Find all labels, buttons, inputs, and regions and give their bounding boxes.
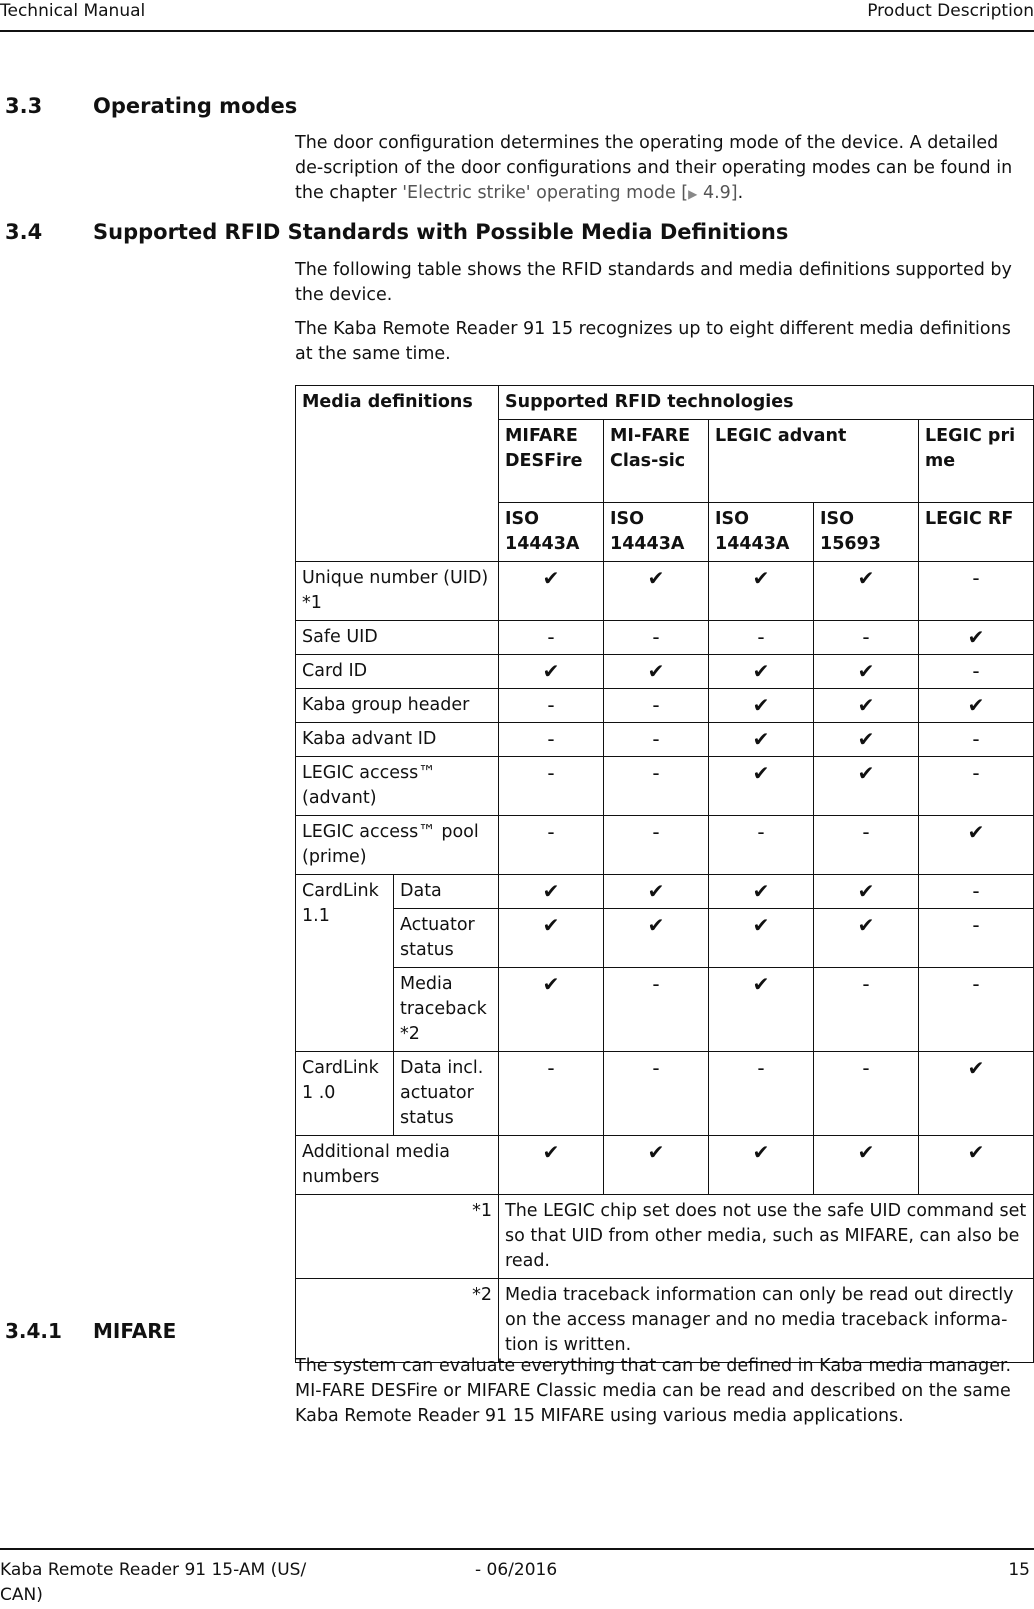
support-cell: - xyxy=(499,757,604,816)
row-label: Safe UID xyxy=(296,621,499,655)
support-cell: - xyxy=(919,757,1034,816)
cross-reference-link[interactable]: 'Electric strike' operating mode [▶ 4.9] xyxy=(402,183,738,203)
section-title: Supported RFID Standards with Possible Media Definitions xyxy=(93,220,789,244)
row-label: LEGIC access™ (advant) xyxy=(296,757,499,816)
support-cell: - xyxy=(499,816,604,875)
table-row xyxy=(296,621,1034,655)
table-row xyxy=(296,655,1034,689)
cardlink-11-label: CardLink 1.1 xyxy=(296,875,394,1052)
support-cell: ✔ xyxy=(499,909,604,968)
table-row xyxy=(296,562,1034,621)
support-cell: ✔ xyxy=(814,1136,919,1195)
support-cell: - xyxy=(919,723,1034,757)
support-cell: - xyxy=(814,968,919,1052)
support-cell: ✔ xyxy=(919,621,1034,655)
tech-mifare-desfire: MIFARE DESFire xyxy=(499,420,604,503)
row-label: Media traceback *2 xyxy=(394,968,499,1052)
support-cell: ✔ xyxy=(499,655,604,689)
support-cell: - xyxy=(814,621,919,655)
support-cell: ✔ xyxy=(499,968,604,1052)
section-3-4-paragraph-2: The Kaba Remote Reader 91 15 recognizes up to eight different media definitions at the same time. xyxy=(295,319,1011,364)
support-cell: - xyxy=(919,655,1034,689)
support-cell: ✔ xyxy=(499,1136,604,1195)
table-row xyxy=(296,816,1034,875)
support-cell: - xyxy=(499,621,604,655)
header-rule xyxy=(0,30,1034,32)
support-cell: - xyxy=(814,816,919,875)
table-row xyxy=(296,723,1034,757)
support-cell: ✔ xyxy=(814,757,919,816)
support-cell: ✔ xyxy=(814,689,919,723)
support-cell: ✔ xyxy=(604,562,709,621)
section-heading-3-4 xyxy=(5,219,1005,245)
row-label: Kaba advant ID xyxy=(296,723,499,757)
support-cell: ✔ xyxy=(604,1136,709,1195)
support-cell: ✔ xyxy=(709,1136,814,1195)
section-3-4-paragraph-1: The following table shows the RFID standards and media definitions supported by the device. xyxy=(295,260,1012,305)
table-row xyxy=(296,757,1034,816)
support-cell: - xyxy=(604,1052,709,1136)
support-cell: - xyxy=(709,816,814,875)
row-label: LEGIC access™ pool (prime) xyxy=(296,816,499,875)
row-label: Unique number (UID) *1 xyxy=(296,562,499,621)
section-title: Operating modes xyxy=(93,94,298,118)
table-row xyxy=(296,909,1034,968)
support-cell: - xyxy=(604,757,709,816)
header-supported-technologies: Supported RFID technologies xyxy=(499,386,1034,420)
support-cell: - xyxy=(604,723,709,757)
iso-standard: ISO 14443A xyxy=(499,503,604,562)
support-cell: - xyxy=(604,689,709,723)
header-manual-title: Technical Manual xyxy=(0,1,146,21)
support-cell: ✔ xyxy=(604,909,709,968)
support-cell: - xyxy=(499,723,604,757)
support-cell: ✔ xyxy=(814,655,919,689)
support-cell: ✔ xyxy=(919,1136,1034,1195)
support-cell: - xyxy=(814,1052,919,1136)
iso-standard: ISO 14443A xyxy=(709,503,814,562)
support-cell: ✔ xyxy=(709,909,814,968)
row-label: Data incl. actuator status xyxy=(394,1052,499,1136)
note-marker: *2 xyxy=(296,1279,499,1363)
support-cell: - xyxy=(499,689,604,723)
support-cell: ✔ xyxy=(814,562,919,621)
header-media-definitions: Media definitions xyxy=(296,386,499,562)
support-cell: ✔ xyxy=(919,689,1034,723)
footer-page-number: 15 xyxy=(1008,1560,1030,1580)
section-number: 3.4 xyxy=(5,220,43,244)
support-cell: ✔ xyxy=(709,689,814,723)
support-cell: - xyxy=(709,1052,814,1136)
support-cell: ✔ xyxy=(814,875,919,909)
support-cell: ✔ xyxy=(709,562,814,621)
header-section-title: Product Description xyxy=(867,1,1034,21)
row-label: Data xyxy=(394,875,499,909)
iso-standard: ISO 15693 xyxy=(814,503,919,562)
support-cell: - xyxy=(604,968,709,1052)
row-label: Additional media numbers xyxy=(296,1136,499,1195)
table-row xyxy=(296,689,1034,723)
section-number: 3.3 xyxy=(5,94,43,118)
section-heading-3-3 xyxy=(5,93,1005,119)
iso-standard: ISO 14443A xyxy=(604,503,709,562)
footer-product: Kaba Remote Reader 91 15-AM (US/ CAN) xyxy=(0,1560,307,1605)
cardlink-10-label: CardLink 1 .0 xyxy=(296,1052,394,1136)
support-cell: ✔ xyxy=(709,875,814,909)
footer-date: - 06/2016 xyxy=(475,1560,558,1580)
row-label: Actuator status xyxy=(394,909,499,968)
section-3-3-paragraph: The door configuration determines the operating mode of the device. A detailed de-scription of the door configurations and their operating modes can be found in the chapter 'Electric strike' operating mode [▶ 4.9]. xyxy=(295,133,1013,203)
note-text: The LEGIC chip set does not use the safe UID command set so that UID from other media, such as MIFARE, can also be read. xyxy=(499,1195,1034,1279)
support-cell: - xyxy=(919,968,1034,1052)
support-cell: ✔ xyxy=(499,562,604,621)
support-cell: ✔ xyxy=(709,757,814,816)
row-label: Card ID xyxy=(296,655,499,689)
support-cell: - xyxy=(604,621,709,655)
support-cell: ✔ xyxy=(499,875,604,909)
tech-legic-prime: LEGIC pri me xyxy=(919,420,1034,503)
support-cell: ✔ xyxy=(919,1052,1034,1136)
note-marker: *1 xyxy=(296,1195,499,1279)
table-row xyxy=(296,1136,1034,1195)
support-cell: ✔ xyxy=(919,816,1034,875)
support-cell: - xyxy=(919,562,1034,621)
support-cell: ✔ xyxy=(709,723,814,757)
section-number: 3.4.1 xyxy=(5,1319,62,1343)
support-cell: ✔ xyxy=(709,655,814,689)
section-heading-3-4-1 xyxy=(5,1318,1005,1344)
support-cell: - xyxy=(499,1052,604,1136)
support-cell: - xyxy=(604,816,709,875)
rfid-media-table xyxy=(295,385,1034,1363)
support-cell: ✔ xyxy=(814,909,919,968)
triangle-arrow-icon: ▶ xyxy=(688,187,698,201)
section-3-4-1-paragraph: The system can evaluate everything that can be defined in Kaba media manager. MI-FARE DESFire or MIFARE Classic media can be read and described on the same Kaba Remote Reader 91 15 MIFARE using various media applications. xyxy=(295,1356,1012,1426)
footer-rule xyxy=(0,1548,1034,1550)
iso-standard: LEGIC RF xyxy=(919,503,1034,562)
support-cell: - xyxy=(919,909,1034,968)
support-cell: - xyxy=(709,621,814,655)
support-cell: ✔ xyxy=(604,875,709,909)
table-row xyxy=(296,968,1034,1052)
section-title: MIFARE xyxy=(93,1319,177,1343)
tech-legic-advant: LEGIC advant xyxy=(709,420,919,503)
support-cell: ✔ xyxy=(604,655,709,689)
support-cell: ✔ xyxy=(814,723,919,757)
table-row xyxy=(296,875,1034,909)
support-cell: - xyxy=(919,875,1034,909)
table-note-row xyxy=(296,1195,1034,1279)
paragraph-text: The door configuration determines the operating mode of the device. A detailed de-scription of the door configurations and their operating modes can be found in the chapter xyxy=(295,133,1013,203)
row-label: Kaba group header xyxy=(296,689,499,723)
table-row xyxy=(296,1052,1034,1136)
tech-mifare-classic: MI-FARE Clas-sic xyxy=(604,420,709,503)
note-text: Media traceback information can only be read out directly on the access manager and no media traceback informa-tion is written. xyxy=(499,1279,1034,1363)
support-cell: ✔ xyxy=(709,968,814,1052)
